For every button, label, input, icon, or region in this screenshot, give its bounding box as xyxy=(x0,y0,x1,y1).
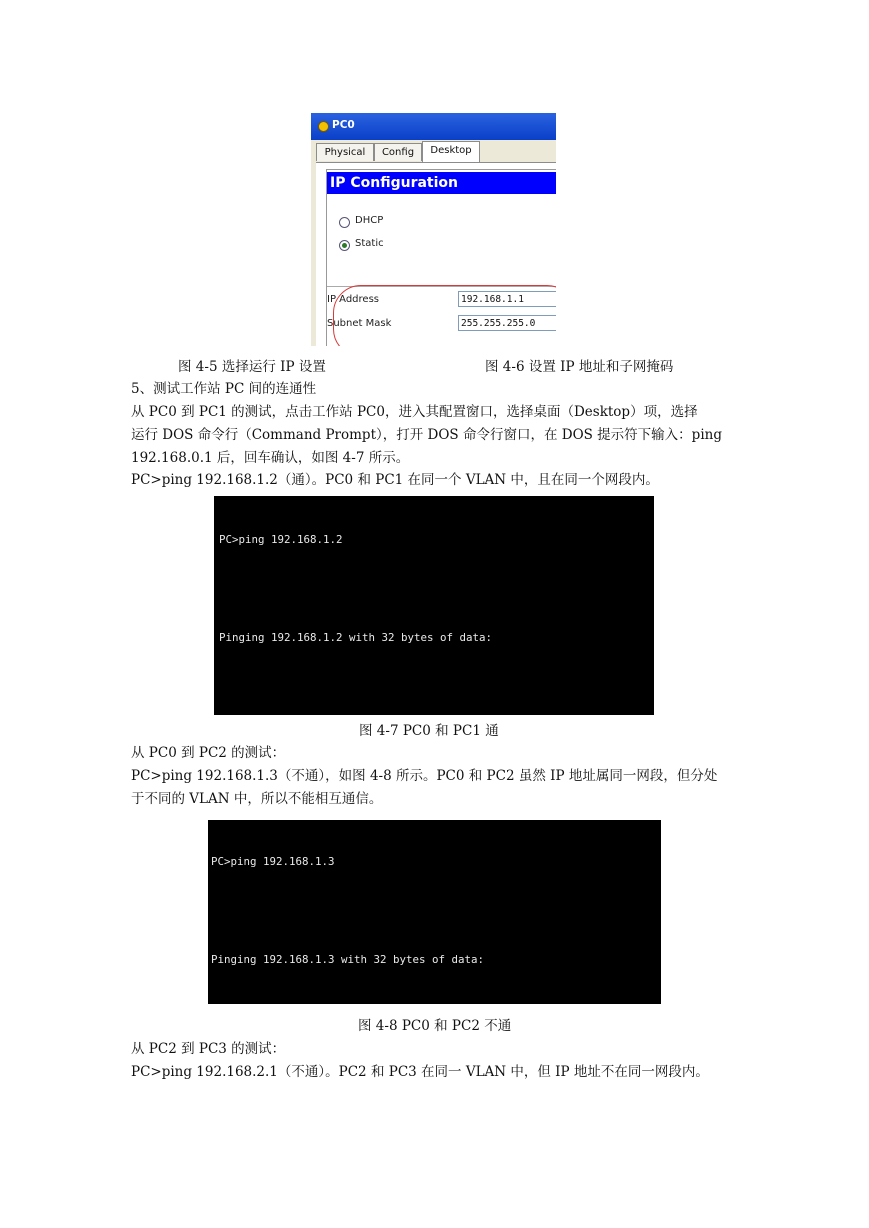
static-radio[interactable] xyxy=(339,240,350,251)
console-line: PC>ping 192.168.1.2 xyxy=(219,532,343,546)
console-output-ping-pc1 xyxy=(214,496,654,715)
tab-bar xyxy=(316,142,556,162)
tab-desktop[interactable]: Desktop xyxy=(422,141,480,162)
paragraph-line: 从 PC2 到 PC3 的测试： xyxy=(131,1041,286,1057)
console-line xyxy=(211,1001,661,1004)
static-label: Static xyxy=(355,238,384,249)
console-line xyxy=(219,581,654,597)
tab-config[interactable]: Config xyxy=(374,143,422,161)
panel-title: IP Configuration xyxy=(327,172,556,194)
caption-fig4-5: 图 4-5 选择运行 IP 设置 xyxy=(178,359,326,375)
paragraph-line: PC>ping 192.168.1.2（通）。PC0 和 PC1 在同一个 VLAN 中，且在同一个网段内。 xyxy=(131,472,659,488)
console-output-ping-pc2 xyxy=(208,820,661,1004)
ip-address-label: IP Address xyxy=(327,294,379,305)
console-line: Pinging 192.168.1.3 with 32 bytes of data: xyxy=(211,953,485,967)
dhcp-label: DHCP xyxy=(355,215,384,226)
window-title: PC0 xyxy=(332,119,355,131)
paragraph-line: PC>ping 192.168.1.3（不通），如图 4-8 所示。PC0 和 PC2 虽然 IP 地址属同一网段，但分处 xyxy=(131,768,718,784)
ip-address-input[interactable]: 192.168.1.1 xyxy=(458,291,556,307)
console-line xyxy=(211,903,661,919)
console-line: PC>ping 192.168.1.3 xyxy=(211,854,335,868)
paragraph-line: 于不同的 VLAN 中，所以不能相互通信。 xyxy=(131,791,383,807)
paragraph-line: 运行 DOS 命令行（Command Prompt），打开 DOS 命令行窗口，在 DOS 提示符下输入：ping xyxy=(131,427,722,443)
tab-physical[interactable]: Physical xyxy=(316,143,374,161)
caption-fig4-6: 图 4-6 设置 IP 地址和子网掩码 xyxy=(485,359,674,375)
console-line: Pinging 192.168.1.2 with 32 bytes of data: xyxy=(219,631,493,645)
step5-heading: 5、测试工作站 PC 间的连通性 xyxy=(131,381,317,397)
caption-fig4-7: 图 4-7 PC0 和 PC1 通 xyxy=(359,723,499,739)
paragraph-line: 192.168.0.1 后，回车确认，如图 4-7 所示。 xyxy=(131,450,410,466)
app-icon xyxy=(318,121,329,132)
caption-fig4-8: 图 4-8 PC0 和 PC2 不通 xyxy=(358,1018,512,1034)
dhcp-radio[interactable] xyxy=(339,217,350,228)
window-titlebar xyxy=(311,113,556,140)
subnet-mask-input[interactable]: 255.255.255.0 xyxy=(458,315,556,331)
console-line xyxy=(219,679,654,695)
paragraph-line: 从 PC0 到 PC2 的测试： xyxy=(131,745,286,761)
paragraph-line: 从 PC0 到 PC1 的测试，点击工作站 PC0，进入其配置窗口，选择桌面（Desktop）项，选择 xyxy=(131,404,698,420)
highlight-oval xyxy=(333,285,556,346)
radio-selected-dot xyxy=(342,243,347,248)
paragraph-line: PC>ping 192.168.2.1（不通）。PC2 和 PC3 在同一 VLAN 中，但 IP 地址不在同一网段内。 xyxy=(131,1064,709,1080)
subnet-mask-label: Subnet Mask xyxy=(327,318,392,329)
pc0-window-screenshot xyxy=(311,113,556,346)
